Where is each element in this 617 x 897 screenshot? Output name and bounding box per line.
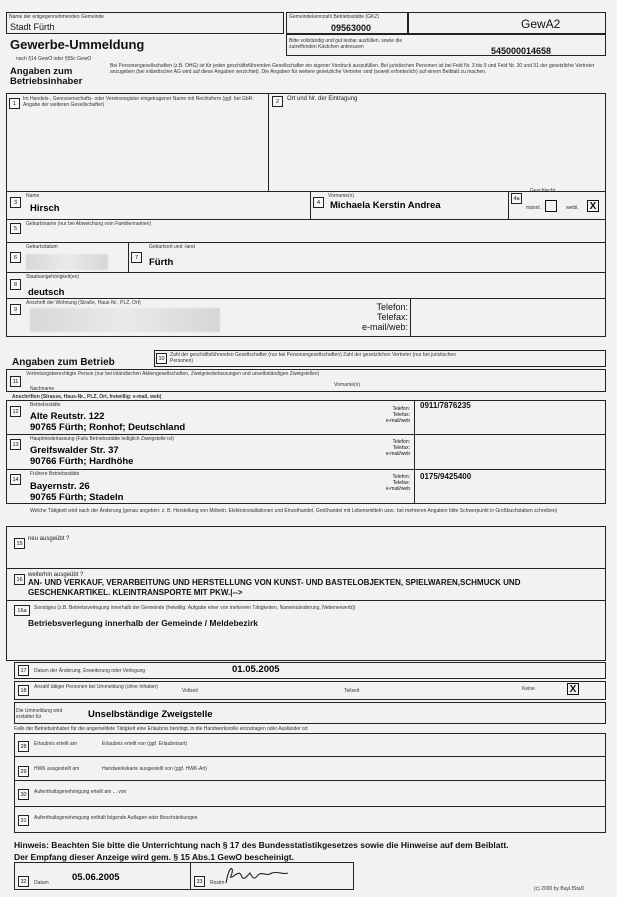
- field-13-label: Hauptniederlassung (Falls Betriebsstätte lediglich Zweigstelle ist): [30, 436, 174, 442]
- field-28-extra: Erlaubnis erteilt von (ggf. Erlaubnisart): [102, 741, 188, 747]
- firstname-value: Michaela Kerstin Andrea: [330, 200, 441, 211]
- signing-date-value: 05.06.2005: [72, 872, 120, 883]
- field-number-17: 17: [18, 665, 29, 676]
- field-number-4a: 4a: [511, 193, 522, 204]
- female-label: weibl.: [566, 205, 579, 211]
- field-29-extra: Handwerkskarte ausgestellt von (ggf. HWK-Art): [102, 766, 208, 772]
- field-number-30: 30: [18, 789, 29, 800]
- activity-value-line1: AN- UND VERKAUF, VERARBEITUNG UND HERSTELLUNG VON KUNST- UND BASTELOBJEKTEN, SPIELWAREN,SCHMUCK UND: [28, 578, 521, 587]
- hq-fax-label: Telefax:: [392, 445, 410, 451]
- owner-email-label: e-mail/web:: [361, 322, 408, 332]
- field-6-label: Geburtsdatum: [26, 244, 58, 250]
- field-number-9: 9: [10, 304, 21, 315]
- instruction-box: [286, 34, 606, 56]
- premises-fax-label: Telefax:: [392, 412, 410, 418]
- field-19-label: Die Ummeldung wird erstattet für: [16, 708, 63, 720]
- field-9-label: Anschrift der Wohnung (Straße, Haus-Nr., PLZ, Ort): [26, 300, 141, 306]
- field-15-label: neu ausgeübt ?: [28, 536, 70, 542]
- male-checkbox[interactable]: [545, 200, 557, 212]
- field-12-label: Betriebsstätte: [30, 402, 61, 408]
- parttime-label: Teilzeit: [344, 688, 360, 694]
- field-32-label: Datum: [34, 880, 49, 886]
- form-subtitle: nach §14 GewO oder §55c GewO: [16, 56, 92, 62]
- field-4-label: Vorname(n): [328, 193, 355, 199]
- field-14-label: Frühere Betriebsstätte: [30, 471, 80, 477]
- field-number-18: 18: [18, 685, 29, 696]
- field-7-label: Geburtsort und -land: [149, 244, 195, 250]
- former-phone-value: 0175/9425400: [420, 472, 472, 481]
- authority-label: Name der entgegennehmenden Gemeinde: [9, 14, 105, 20]
- field-number-3: 3: [10, 197, 21, 208]
- address-header: Anschriften (Strasse, Haus-Nr., PLZ, Ort, freiwillig: e-mail, web): [12, 394, 162, 400]
- instruction-text: Bitte vollständig und gut lesbar ausfüllen, sowie die zutreffenden Kästchen ankreuzen: [289, 38, 403, 50]
- field-11-nachname: Nachname: [30, 386, 55, 392]
- field-30-label: Aufenthaltsgenehmigung erteilt am ... von: [34, 789, 127, 795]
- headquarters-city: 90766 Fürth; Hardhöhe: [30, 456, 134, 467]
- gkz-label: Gemeindekennzahl Betriebsstätte (GKZ): [289, 14, 380, 20]
- field-number-2: 2: [272, 96, 283, 107]
- fulltime-label: Vollzeit: [182, 688, 198, 694]
- nationality-value: deutsch: [28, 287, 65, 298]
- owner-fax-label: Telefax:: [376, 312, 408, 322]
- gkz-value: 09563000: [331, 23, 372, 33]
- premises-phone-label: Telefon:: [392, 406, 410, 412]
- footer-sign-box: [14, 862, 354, 890]
- field-10-label: Zahl der geschäftsführenden Gesellschafter (nur bei Personengesellschaften) Zahl der gesetzlichen Vertreter (nur bei juristischen Personen): [170, 352, 456, 364]
- field-number-16: 16: [14, 574, 25, 585]
- former-phone-label: Telefon:: [392, 474, 410, 480]
- redacted-address: [30, 308, 220, 332]
- field-number-29: 29: [18, 766, 29, 777]
- field-number-31: 31: [18, 815, 29, 826]
- field-number-33: 33: [194, 876, 205, 887]
- business-section-title: Angaben zum Betrieb: [12, 357, 115, 368]
- former-fax-label: Telefax:: [392, 480, 410, 486]
- field-18-label: Anzahl tätiger Personen bei Ummeldung (ohne Inhaber): [34, 684, 158, 690]
- field-number-6: 6: [10, 252, 21, 263]
- field-number-16a: 16a: [14, 605, 30, 616]
- activity-note: Welche Tätigkeit wird nach der Änderung (genau angeben: z. B. Herstellung von Möbeln, Elektroinstallationen und Einzelhandel, Großhandel mit Lebensmitteln usw.; bei mehreren Angaben bitte Schwerpunkt in Großbuchstaben schreiben): [30, 508, 558, 514]
- field-8-label: Staatsangehörigkeit(en): [26, 274, 80, 280]
- field-11-label: Vertretungsberechtigte Person (nur bei inländischen Aktiengesellschaften, Zweigniederlassungen und unselbständigen Zweigstellen): [26, 371, 320, 377]
- birthplace-value: Fürth: [149, 257, 174, 268]
- field-17-label: Datum der Änderung, Erweiterung oder Verlegung: [34, 668, 146, 674]
- field-11-vorname: Vorname(n): [334, 382, 361, 388]
- owner-section-title: Angaben zum Betriebsinhaber: [10, 66, 83, 87]
- redacted-birthdate: [26, 254, 108, 270]
- field-number-14: 14: [10, 474, 21, 485]
- owner-phone-label: Telefon:: [376, 302, 408, 312]
- surname-value: Hirsch: [30, 203, 60, 214]
- field-16-label: weiterhin ausgeübt ?: [28, 572, 84, 578]
- field-number-8: 8: [10, 279, 21, 290]
- change-date-value: 01.05.2005: [232, 664, 280, 675]
- former-mail-label: e-mail/web: [385, 486, 410, 492]
- female-checkbox[interactable]: X: [587, 200, 599, 212]
- field-1-label: Im Handels-, Genossenschafts- oder Vereinsregister eingetragener Name mit Rechtsform (ggf. bei GbR: Angabe der weiteren Gesellschafter): [23, 96, 254, 108]
- field-4a-label: Geschlecht: [530, 188, 556, 194]
- former-premises-street: Bayernstr. 26: [30, 481, 90, 492]
- field-number-4: 4: [313, 197, 324, 208]
- none-checkbox[interactable]: X: [567, 683, 579, 695]
- none-label: Keine: [522, 686, 535, 692]
- activity-value-line2: GESCHENKARTIKEL. KLEINTRANSPORTE MIT PKW.|-->: [28, 588, 243, 597]
- gkz-box: [286, 12, 408, 34]
- permit-note: Falls der Betriebsinhaber für die angemeldete Tätigkeit eine Erlaubnis benötigt, in die Handwerksrolle einzutragen oder Ausländer ist:: [14, 726, 309, 732]
- signature-mark: [222, 863, 292, 888]
- premises-street: Alte Reutstr. 122: [30, 411, 105, 422]
- hq-phone-label: Telefon:: [392, 439, 410, 445]
- former-premises-city: 90765 Fürth; Stadeln: [30, 492, 124, 503]
- field-number-7: 7: [131, 252, 142, 263]
- field-29-label: HWK ausgestellt am: [34, 766, 80, 772]
- male-label: männl.: [526, 205, 542, 211]
- field-number-10: 10: [156, 353, 167, 364]
- field-31-label: Aufenthaltsgenehmigung enthält folgende Auflagen oder Beschränkungen: [34, 815, 198, 821]
- owner-section-note: Bei Personengesellschaften (z.B. OHG) ist für jeden geschäftsführenden Gesellschafter ein eigener Vordruck auszufüllen. Bei juristischen Personen ist bei Feld Nr. 3 bis 9 und Feld Nr. 30 und 31 der gesetzliche Vertreter anzugeben (bei inländischer AG wird auf diese Angaben verzichtet). Die Angaben für weitere gesetzliche Vertreter sind (soweit erforderlich) auf einem Beiblatt zu machen.: [110, 63, 595, 75]
- field-16a-label: Sonstiges (z.B. Betriebsverlegung innerhalb der Gemeinde (freiwillig: Aufgabe einer von mehreren Tätigkeiten, Namensänderung, Nebenerwerb)): [34, 605, 356, 611]
- reg-number: 545000014658: [491, 46, 552, 56]
- field-number-1: 1: [9, 98, 20, 109]
- other-change-value: Betriebsverlegung innerhalb der Gemeinde / Meldebezirk: [28, 618, 259, 628]
- authority-box: [6, 12, 284, 34]
- field-2-label: Ort und Nr. der Eintragung: [287, 96, 358, 102]
- premises-mail-label: e-mail/web: [385, 418, 410, 424]
- field-number-15: 15: [14, 538, 25, 549]
- field-number-13: 13: [10, 439, 21, 450]
- form-title: Gewerbe-Ummeldung: [10, 37, 145, 52]
- copyright-text: (c) 2000 by BayLfStaD: [534, 886, 585, 892]
- premises-city: 90765 Fürth; Ronhof; Deutschland: [30, 422, 186, 433]
- headquarters-street: Greifswalder Str. 37: [30, 445, 119, 456]
- field-number-28: 28: [18, 741, 29, 752]
- authority-value: Stadt Fürth: [10, 22, 55, 32]
- hq-mail-label: e-mail/web: [385, 451, 410, 457]
- field-5-label: Geburtsname (nur bei Abweichung vom Familiennamen): [26, 221, 152, 227]
- field-number-32: 32: [18, 876, 29, 887]
- field-number-5: 5: [10, 223, 21, 234]
- form-code-box: [408, 12, 606, 34]
- field-3-label: Name: [26, 193, 40, 199]
- form-code: GewA2: [521, 17, 561, 31]
- field-number-12: 12: [10, 406, 21, 417]
- field-28-label: Erlaubnis erteilt am: [34, 741, 77, 747]
- hint-line-2: Der Empfang dieser Anzeige wird gem. § 15 Abs.1 GewO bescheinigt.: [14, 852, 294, 862]
- field-number-11: 11: [10, 376, 21, 387]
- registration-type-value: Unselbständige Zweigstelle: [88, 709, 213, 720]
- field-33-label: Rostm: [210, 880, 225, 886]
- hint-line-1: Hinweis: Beachten Sie bitte die Unterrichtung nach § 17 des Bundesstatistikgesetzes sowie die Hinweise auf dem Beiblatt.: [14, 840, 509, 850]
- premises-phone-value: 0911/7876235: [420, 401, 471, 410]
